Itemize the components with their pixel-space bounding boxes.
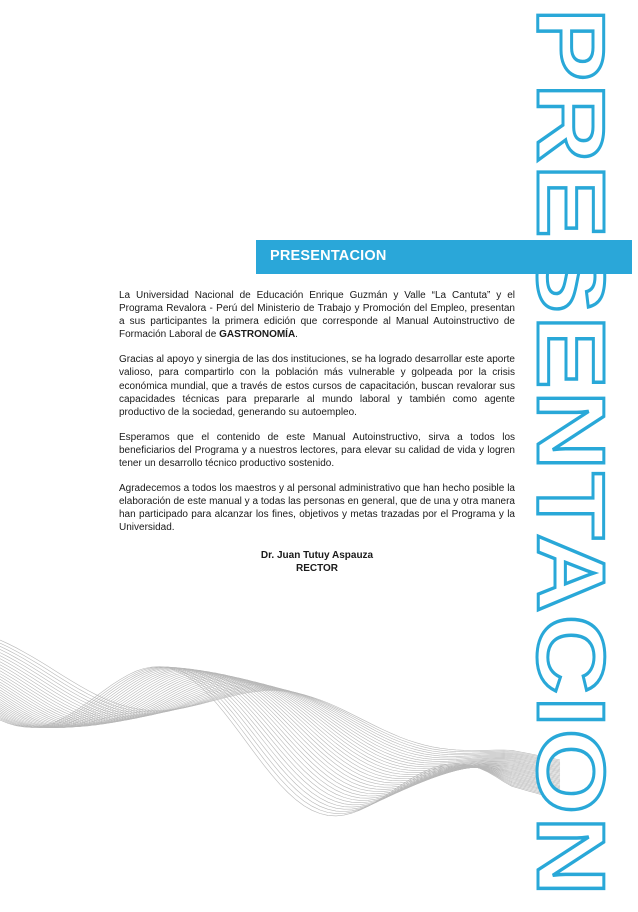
- banner-title: PRESENTACION: [270, 248, 387, 264]
- wave-line: [0, 665, 560, 770]
- wave-line: [0, 646, 560, 762]
- body-text: [119, 289, 515, 547]
- signature-name: Dr. Juan Tutuy Aspauza: [260, 550, 374, 561]
- paragraph-4: Agradecemos a todos los maestros y al personal administrativo que han hecho posible la elaboración de este manual y a todas las personas en general, que de una y otra manera han participado para alcanzar los fines, objetivos y metas trazadas por el Programa y la Universidad.: [119, 483, 515, 534]
- wave-line: [0, 676, 560, 778]
- vertical-title-text: PRESENTACION: [517, 8, 624, 788]
- paragraph-3: Esperamos que el contenido de este Manual Autoinstructivo, sirva a todos los beneficiarios del Programa y a nuestros lectores, para elevar su calidad de vida y logren tener un desarrollo técnico productivo sostenido.: [119, 431, 515, 470]
- paragraph-1-bold: GASTRONOMÍA: [219, 329, 296, 341]
- paragraph-1-text: La Universidad Nacional de Educación Enrique Guzmán y Valle “La Cantuta” y el Programa Revalora - Perú del Ministerio de Trabajo y Promoción del Empleo, presentan a sus participantes la primera edición que corresponde al Manual Autoinstructivo de Formación Laboral de: [119, 290, 515, 341]
- section-banner: [256, 240, 632, 274]
- signature-block: [119, 549, 515, 575]
- vertical-title-outline: [517, 8, 630, 908]
- paragraph-2: Gracias al apoyo y sinergia de las dos instituciones, se ha logrado desarrollar este aporte valioso, para compartirlo con la población más vulnerable y golpeada por la crisis económica mundial, que a través de estos cursos de capacitación, buscan revalorar sus capacidades técnicas para prepararle al mundo laboral y también como agente productivo de la sociedad, generando su autoempleo.: [119, 354, 515, 418]
- paragraph-1: [119, 289, 515, 341]
- wave-line: [0, 640, 560, 760]
- signature-role: RECTOR: [295, 563, 339, 574]
- wave-line: [0, 649, 560, 763]
- paragraph-1-end: .: [295, 329, 298, 341]
